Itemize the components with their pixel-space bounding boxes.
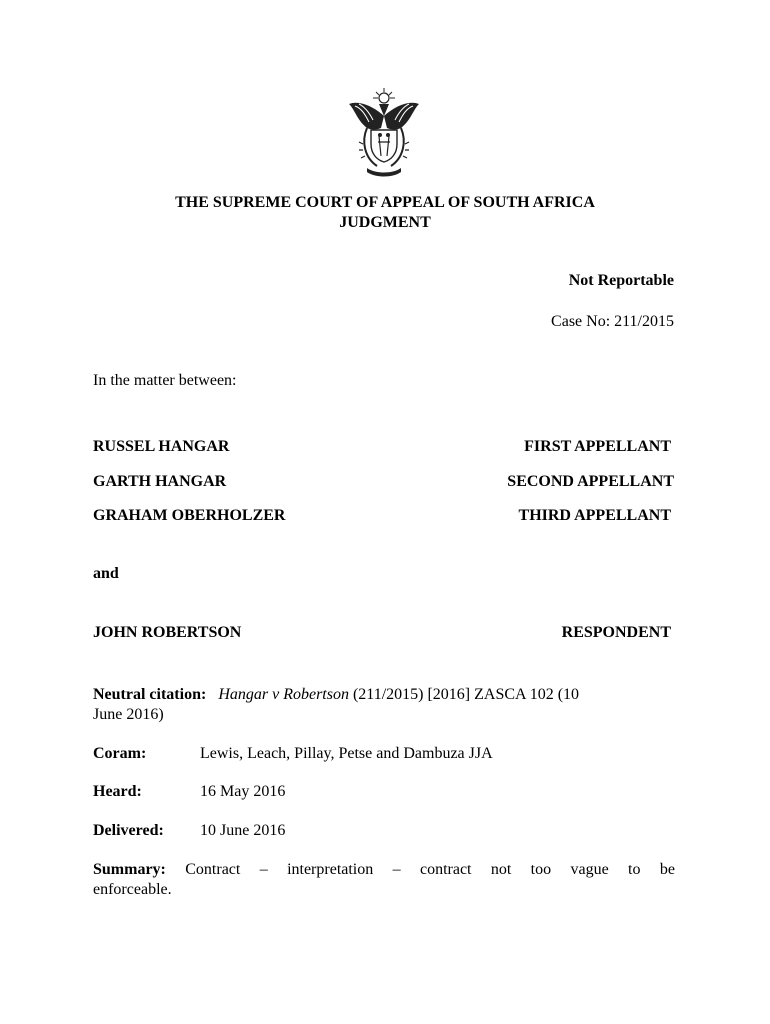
coram-value: Lewis, Leach, Pillay, Petse and Dambuza JJA (200, 745, 493, 762)
summary-label: Summary: (93, 861, 166, 878)
respondent-role: RESPONDENT (561, 624, 671, 641)
party-role: SECOND APPELLANT (507, 473, 674, 490)
party-name: RUSSEL HANGAR (93, 438, 230, 455)
reportable-status: Not Reportable (568, 272, 674, 289)
party-role: THIRD APPELLANT (518, 507, 671, 524)
summary-word: too (530, 861, 552, 878)
coram-label: Coram: (93, 745, 147, 762)
summary-word: – (392, 861, 401, 878)
party-name: GARTH HANGAR (93, 473, 227, 490)
summary-word: not (490, 861, 512, 878)
summary-word: Contract (185, 861, 241, 878)
respondent-name: JOHN ROBERTSON (93, 624, 242, 641)
summary-continuation: enforceable. (93, 881, 172, 898)
summary-word: to (628, 861, 641, 878)
citation-case-name: Hangar v Robertson (218, 686, 349, 703)
party-conjunction: and (93, 565, 119, 582)
summary-word: be (659, 861, 675, 878)
coat-of-arms-icon (345, 86, 423, 178)
heard-value: 16 May 2016 (200, 783, 286, 800)
citation-reference: (211/2015) [2016] ZASCA 102 (10 (348, 686, 580, 703)
party-name: GRAHAM OBERHOLZER (93, 507, 286, 524)
citation-date: June 2016) (93, 706, 164, 723)
delivered-label: Delivered: (93, 822, 164, 839)
summary-word: – (259, 861, 268, 878)
summary-word: contract (419, 861, 472, 878)
summary-word: vague (570, 861, 609, 878)
judgment-heading: JUDGMENT (339, 214, 431, 231)
summary-line (93, 860, 675, 880)
neutral-citation (93, 685, 579, 705)
heard-label: Heard: (93, 783, 142, 800)
court-title: THE SUPREME COURT OF APPEAL OF SOUTH AFRICA (175, 194, 595, 211)
delivered-value: 10 June 2016 (200, 822, 286, 839)
case-number: Case No: 211/2015 (551, 313, 674, 330)
citation-label: Neutral citation: (93, 686, 207, 703)
party-role: FIRST APPELLANT (524, 438, 671, 455)
summary-word: interpretation (287, 861, 374, 878)
matter-intro: In the matter between: (93, 372, 237, 389)
